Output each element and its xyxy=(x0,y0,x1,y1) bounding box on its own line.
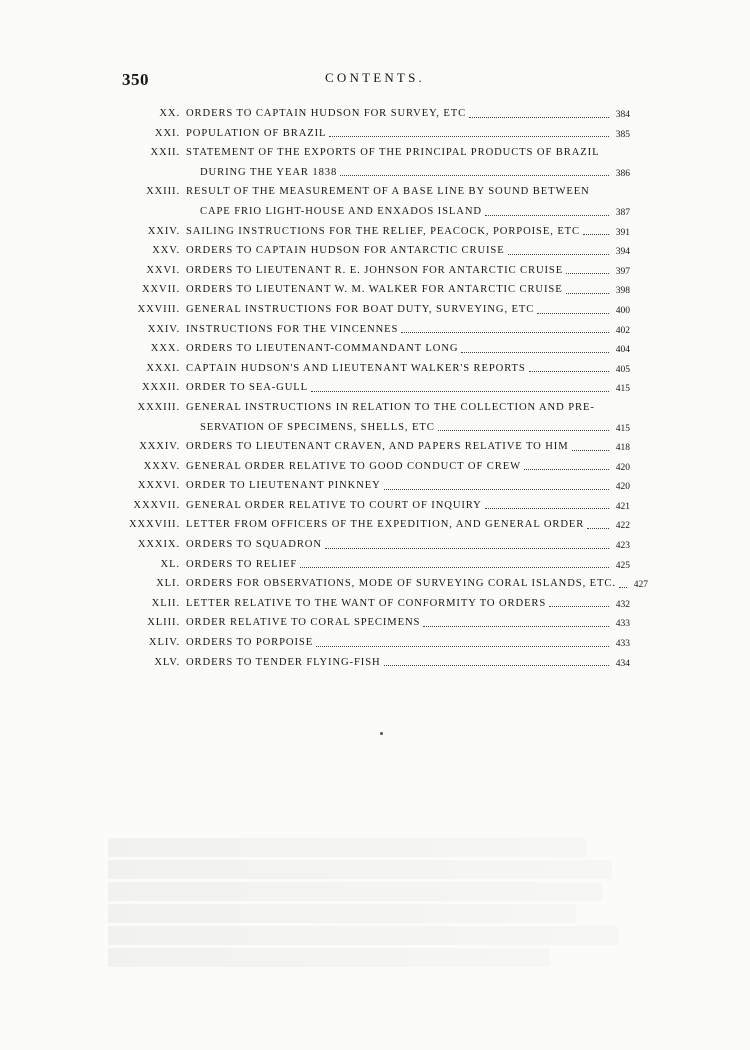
toc-entry-title-line: ORDERS TO LIEUTENANT W. M. WALKER FOR ANTARCTIC CRUISE xyxy=(186,284,563,296)
dot-leader xyxy=(485,507,609,509)
toc-entry-page: 434 xyxy=(615,658,630,669)
dot-leader xyxy=(566,292,609,294)
dot-leader xyxy=(469,116,609,118)
toc-entry xyxy=(118,476,630,496)
toc-entry-numeral: XLII. xyxy=(151,597,180,609)
toc-entry-page: 400 xyxy=(615,305,630,316)
toc-entry-body xyxy=(186,398,630,437)
dot-leader xyxy=(329,135,609,137)
toc-entry-title-line: RESULT OF THE MEASUREMENT OF A BASE LINE BY SOUND BETWEEN xyxy=(186,186,590,198)
toc-entry-title-line: ORDERS TO SQUADRON xyxy=(186,539,322,551)
dot-leader xyxy=(401,331,609,333)
toc-entry-page: 397 xyxy=(615,266,630,277)
toc-entry-body xyxy=(186,555,630,575)
toc-entry-title-line: GENERAL ORDER RELATIVE TO GOOD CONDUCT OF CREW xyxy=(186,460,521,472)
toc-entry-body xyxy=(186,359,630,379)
toc-entry-body xyxy=(186,182,630,221)
toc-entry-title-line: ORDERS TO LIEUTENANT R. E. JOHNSON FOR ANTARCTIC CRUISE xyxy=(186,264,564,276)
toc-entry-body xyxy=(186,594,630,614)
toc-entry-body xyxy=(186,280,630,300)
toc-entry-title-line: SAILING INSTRUCTIONS FOR THE RELIEF, PEACOCK, PORPOISE, ETC xyxy=(186,225,581,237)
toc-entry-page: 398 xyxy=(615,286,630,297)
toc-entry-body xyxy=(186,613,630,633)
toc-entry-page: 423 xyxy=(615,541,630,552)
toc-entry-title-line: CAPE FRIO LIGHT-HOUSE AND ENXADOS ISLAND xyxy=(200,205,482,217)
toc-entry-page: 422 xyxy=(615,521,630,532)
toc-entry-numeral: XXIII. xyxy=(146,186,180,198)
dot-leader xyxy=(566,272,609,274)
dot-leader xyxy=(583,233,609,235)
toc-entry xyxy=(118,398,630,437)
toc-entry-numeral: XXI. xyxy=(154,127,180,139)
toc-entry-page: 415 xyxy=(615,423,630,434)
toc-entry-title-line: ORDER TO LIEUTENANT PINKNEY xyxy=(186,480,381,492)
toc-entry-title-line: CAPTAIN HUDSON'S AND LIEUTENANT WALKER'S REPORTS xyxy=(186,362,526,374)
toc-entry-title-line: ORDERS TO LIEUTENANT CRAVEN, AND PAPERS RELATIVE TO HIM xyxy=(186,441,569,453)
toc-entry-title-line: ORDERS TO CAPTAIN HUDSON FOR SURVEY, ETC xyxy=(186,108,467,119)
toc-entry-title-line: GENERAL ORDER RELATIVE TO COURT OF INQUIRY xyxy=(186,499,482,511)
toc-entry-page: 427 xyxy=(633,580,648,591)
toc-entry-numeral: XXVI. xyxy=(146,264,180,276)
toc-entry-body xyxy=(186,300,630,320)
toc-entry xyxy=(118,378,630,398)
toc-entry-numeral: XLIV. xyxy=(148,637,180,649)
toc-entry-body xyxy=(186,320,630,340)
toc-entry xyxy=(118,320,630,340)
toc-entry-page: 433 xyxy=(615,639,630,650)
toc-entry-numeral: XLI. xyxy=(156,578,180,590)
toc-entry-body xyxy=(186,535,630,555)
toc-entry-numeral: XLV. xyxy=(154,656,180,668)
toc-entry-title-line: INSTRUCTIONS FOR THE VINCENNES xyxy=(186,323,399,335)
toc-entry-page: 394 xyxy=(615,247,630,258)
toc-entry xyxy=(118,633,630,653)
toc-entry-title-line: LETTER RELATIVE TO THE WANT OF CONFORMITY TO ORDERS xyxy=(186,597,547,609)
toc-entry-title-line: SERVATION OF SPECIMENS, SHELLS, ETC xyxy=(200,421,435,433)
dot-leader xyxy=(384,488,609,490)
toc-entry-page: 418 xyxy=(615,443,630,454)
toc-entry-body xyxy=(186,241,630,261)
toc-entry-page: 391 xyxy=(615,227,630,238)
toc-entry-numeral: XXXVIII. xyxy=(128,519,180,531)
toc-entry xyxy=(118,280,630,300)
toc-entry xyxy=(118,359,630,379)
toc-entry-title-line: LETTER FROM OFFICERS OF THE EXPEDITION, AND GENERAL ORDER xyxy=(186,519,585,531)
toc-entry-body xyxy=(186,653,630,673)
toc-entry-body xyxy=(186,104,630,124)
dot-leader xyxy=(524,468,609,470)
dot-leader xyxy=(438,429,609,431)
toc-entry-body xyxy=(186,437,630,457)
toc-entry-page: 385 xyxy=(615,129,630,140)
toc-entry xyxy=(118,143,630,182)
toc-entry-page: 420 xyxy=(615,462,630,473)
toc-entry xyxy=(118,613,630,633)
toc-entry-title-line: ORDERS TO PORPOISE xyxy=(186,637,314,649)
toc-entry xyxy=(118,535,630,555)
toc-entry-numeral: XXXIV. xyxy=(139,441,180,453)
toc-entry-numeral: XXX. xyxy=(150,343,180,355)
toc-entry-numeral: XXXVII. xyxy=(133,499,180,511)
dot-leader xyxy=(549,605,609,607)
bleed-through-text xyxy=(108,838,628,970)
toc-entry-numeral: XXXII. xyxy=(141,382,180,394)
toc-entry-numeral: XXVII. xyxy=(141,284,180,296)
toc-entry-body xyxy=(186,476,630,496)
toc-entry-body xyxy=(186,143,630,182)
toc-entry-numeral: XXIV. xyxy=(147,225,180,237)
toc-entry-numeral: XXXVI. xyxy=(137,480,180,492)
toc-entry-page: 405 xyxy=(615,364,630,375)
toc-entry xyxy=(118,594,630,614)
dot-leader xyxy=(537,312,609,314)
dot-leader xyxy=(461,351,609,353)
dot-leader xyxy=(485,214,609,216)
print-speck xyxy=(380,732,383,735)
toc-entry-body xyxy=(186,574,648,594)
toc-entry-body xyxy=(186,378,630,398)
toc-entry-title-line: GENERAL INSTRUCTIONS IN RELATION TO THE COLLECTION AND PRE- xyxy=(186,401,595,413)
dot-leader xyxy=(316,645,609,647)
toc-entry xyxy=(118,300,630,320)
toc-entry-page: 386 xyxy=(615,168,630,179)
toc-entry-numeral: XL. xyxy=(160,558,180,570)
page-number: 350 xyxy=(122,70,149,89)
toc-entry-title-line: GENERAL INSTRUCTIONS FOR BOAT DUTY, SURVEYING, ETC xyxy=(186,303,535,315)
toc-entry-page: 425 xyxy=(615,560,630,571)
table-of-contents xyxy=(118,104,648,672)
toc-entry-numeral: XXXIII. xyxy=(137,401,180,413)
toc-entry-title-line: POPULATION OF BRAZIL xyxy=(186,127,327,139)
toc-entry-title-line: ORDERS TO LIEUTENANT-COMMANDANT LONG xyxy=(186,343,459,355)
toc-entry-title-line: ORDERS TO RELIEF xyxy=(186,558,298,570)
dot-leader xyxy=(423,625,609,627)
toc-entry-page: 387 xyxy=(615,207,630,218)
toc-entry xyxy=(118,241,630,261)
dot-leader xyxy=(529,370,609,372)
dot-leader xyxy=(619,586,627,588)
dot-leader xyxy=(300,566,609,568)
toc-entry-page: 402 xyxy=(615,325,630,336)
toc-entry-body xyxy=(186,222,630,242)
toc-entry-numeral: XLIII. xyxy=(147,617,180,629)
toc-entry-title-line: ORDERS FOR OBSERVATIONS, MODE OF SURVEYING CORAL ISLANDS, ETC. xyxy=(186,578,616,590)
dot-leader xyxy=(384,664,609,666)
toc-entry-body xyxy=(186,261,630,281)
toc-entry xyxy=(118,104,630,124)
toc-entry-title-line: ORDERS TO CAPTAIN HUDSON FOR ANTARCTIC CRUISE xyxy=(186,245,505,257)
toc-entry xyxy=(118,653,630,673)
toc-entry xyxy=(118,182,630,221)
toc-entry xyxy=(118,515,630,535)
toc-entry-numeral: XXXV. xyxy=(143,460,180,472)
dot-leader xyxy=(325,547,609,549)
dot-leader xyxy=(340,174,609,176)
toc-entry-title-line: DURING THE YEAR 1838 xyxy=(200,166,338,178)
toc-entry-title-line: ORDER TO SEA-GULL xyxy=(186,382,309,394)
toc-entry xyxy=(118,457,630,477)
running-head: CONTENTS. xyxy=(325,70,425,85)
toc-entry xyxy=(118,261,630,281)
toc-entry-body xyxy=(186,496,630,516)
toc-entry-body xyxy=(186,124,630,144)
toc-entry-body xyxy=(186,339,630,359)
toc-entry xyxy=(118,496,630,516)
toc-entry-body xyxy=(186,633,630,653)
toc-entry-title-line: ORDER RELATIVE TO CORAL SPECIMENS xyxy=(186,617,421,629)
dot-leader xyxy=(572,449,609,451)
toc-entry-numeral: XXIV. xyxy=(147,323,180,335)
toc-entry-body xyxy=(186,457,630,477)
dot-leader xyxy=(587,527,609,529)
toc-entry-numeral: XXII. xyxy=(150,147,180,159)
toc-entry-page: 384 xyxy=(615,110,630,120)
toc-entry-page: 421 xyxy=(615,501,630,512)
toc-entry xyxy=(118,124,630,144)
toc-entry-numeral: XXXIX. xyxy=(137,539,180,551)
toc-entry-page: 433 xyxy=(615,619,630,630)
toc-entry-numeral: XXV. xyxy=(152,245,180,257)
toc-entry xyxy=(118,555,630,575)
toc-entry-numeral: XXXI. xyxy=(146,362,180,374)
toc-entry xyxy=(118,437,630,457)
toc-entry xyxy=(118,222,630,242)
toc-entry-page: 415 xyxy=(615,384,630,395)
dot-leader xyxy=(508,253,609,255)
toc-entry xyxy=(118,574,648,594)
toc-entry-numeral: XX. xyxy=(159,108,180,119)
toc-entry-title-line: ORDERS TO TENDER FLYING-FISH xyxy=(186,656,381,668)
toc-entry-numeral: XXVIII. xyxy=(137,303,180,315)
toc-entry xyxy=(118,339,630,359)
toc-entry-title-line: STATEMENT OF THE EXPORTS OF THE PRINCIPAL PRODUCTS OF BRAZIL xyxy=(186,147,600,159)
toc-entry-page: 420 xyxy=(615,482,630,493)
toc-entry-page: 404 xyxy=(615,345,630,356)
dot-leader xyxy=(311,390,609,392)
toc-entry-page: 432 xyxy=(615,599,630,610)
toc-entry-body xyxy=(186,515,630,535)
